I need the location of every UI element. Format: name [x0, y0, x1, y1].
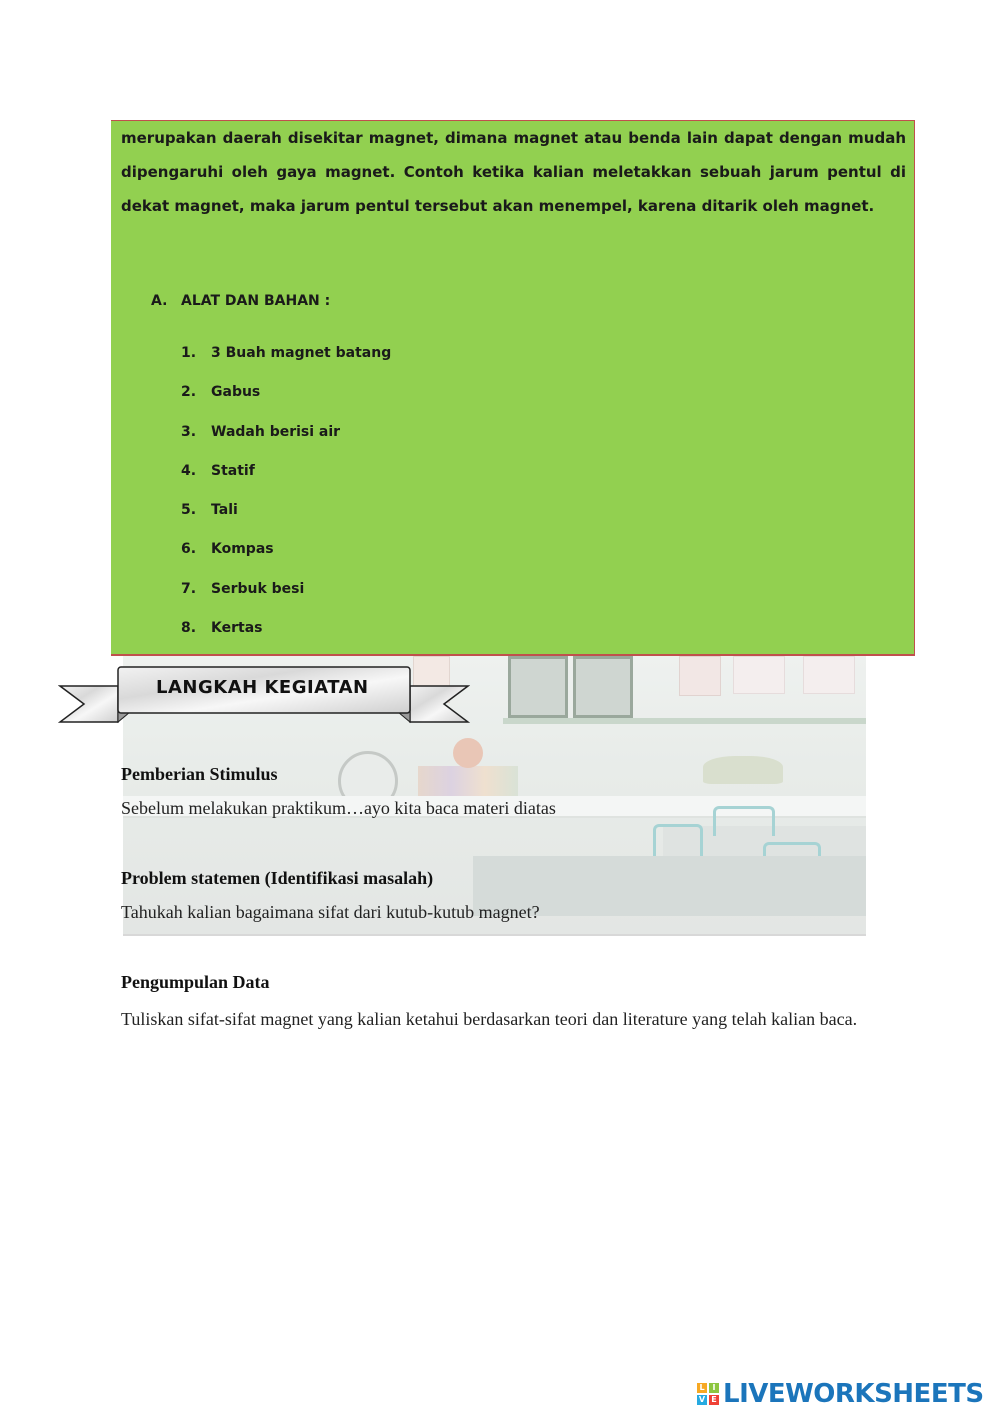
list-item-number: 3.: [181, 423, 197, 440]
list-item: [181, 498, 391, 537]
list-item-text: Wadah berisi air: [211, 423, 341, 440]
list-item-number: 2.: [181, 384, 197, 401]
wall-poster: [803, 656, 855, 694]
plant: [703, 756, 783, 784]
list-item-number: 8.: [181, 620, 197, 637]
ribbon-right-tail: [410, 686, 468, 722]
logo-icon-letter: E: [709, 1395, 719, 1405]
data-collection-heading: Pengumpulan Data: [121, 972, 270, 992]
logo-icon-letter: L: [697, 1383, 707, 1393]
window-sill: [503, 718, 866, 724]
list-item-number: 7.: [181, 580, 197, 597]
info-box: [111, 120, 915, 656]
plant: [453, 738, 483, 768]
list-item-text: Statif: [211, 462, 255, 479]
materials-heading: [151, 293, 330, 309]
window: [508, 656, 568, 718]
logo-icon-letter: I: [709, 1383, 719, 1393]
list-item-text: 3 Buah magnet batang: [211, 345, 392, 361]
list-item-number: 5.: [181, 502, 197, 519]
window: [573, 656, 633, 718]
materials-list: [181, 341, 391, 655]
list-item: [181, 537, 391, 576]
list-item-number: 1.: [181, 345, 197, 361]
list-item-text: Kompas: [211, 541, 274, 558]
list-item-text: Kertas: [211, 620, 263, 637]
list-item-text: Gabus: [211, 384, 261, 401]
ribbon-left-tail: [60, 686, 118, 722]
liveworksheets-logo-text: LIVEWORKSHEETS: [723, 1379, 984, 1409]
wall-poster: [733, 656, 785, 694]
list-item-text: Tali: [211, 502, 238, 519]
problem-text: Tahukah kalian bagaimana sifat dari kutub-kutub magnet?: [121, 902, 540, 922]
stimulus-text: Sebelum melakukan praktikum…ayo kita baca materi diatas: [121, 798, 556, 818]
materials-heading-letter: A.: [151, 293, 168, 309]
logo-icon-letter: V: [698, 1395, 706, 1404]
liveworksheets-logo: [697, 1378, 984, 1410]
chair: [713, 806, 775, 836]
list-item: [181, 616, 391, 655]
list-item-number: 6.: [181, 541, 197, 558]
banner-title: LANGKAH KEGIATAN: [156, 677, 369, 698]
data-collection-text: Tuliskan sifat-sifat magnet yang kalian ketahui berdasarkan teori dan literature yang telah kalian baca.: [121, 1009, 858, 1029]
stimulus-heading: Pemberian Stimulus: [121, 764, 278, 784]
materials-heading-text: ALAT DAN BAHAN :: [181, 293, 331, 309]
problem-heading: Problem statemen (Identifikasi masalah): [121, 868, 434, 888]
list-item: [181, 459, 391, 498]
liveworksheets-logo-icon: [697, 1383, 719, 1405]
list-item-text: Serbuk besi: [211, 580, 305, 597]
chair: [653, 824, 703, 858]
wall-poster: [679, 656, 721, 696]
list-item: [181, 380, 391, 419]
list-item: [181, 420, 391, 459]
list-item-number: 4.: [181, 462, 197, 479]
list-item: [181, 341, 391, 380]
intro-paragraph: merupakan daerah disekitar magnet, dimana magnet atau benda lain dapat dengan mudah dipengaruhi oleh gaya magnet. Contoh ketika kalian meletakkan sebuah jarum pentul di dekat magnet, maka jarum pentul tersebut akan menempel, karena ditarik oleh magnet.: [121, 129, 906, 215]
list-item: [181, 577, 391, 616]
